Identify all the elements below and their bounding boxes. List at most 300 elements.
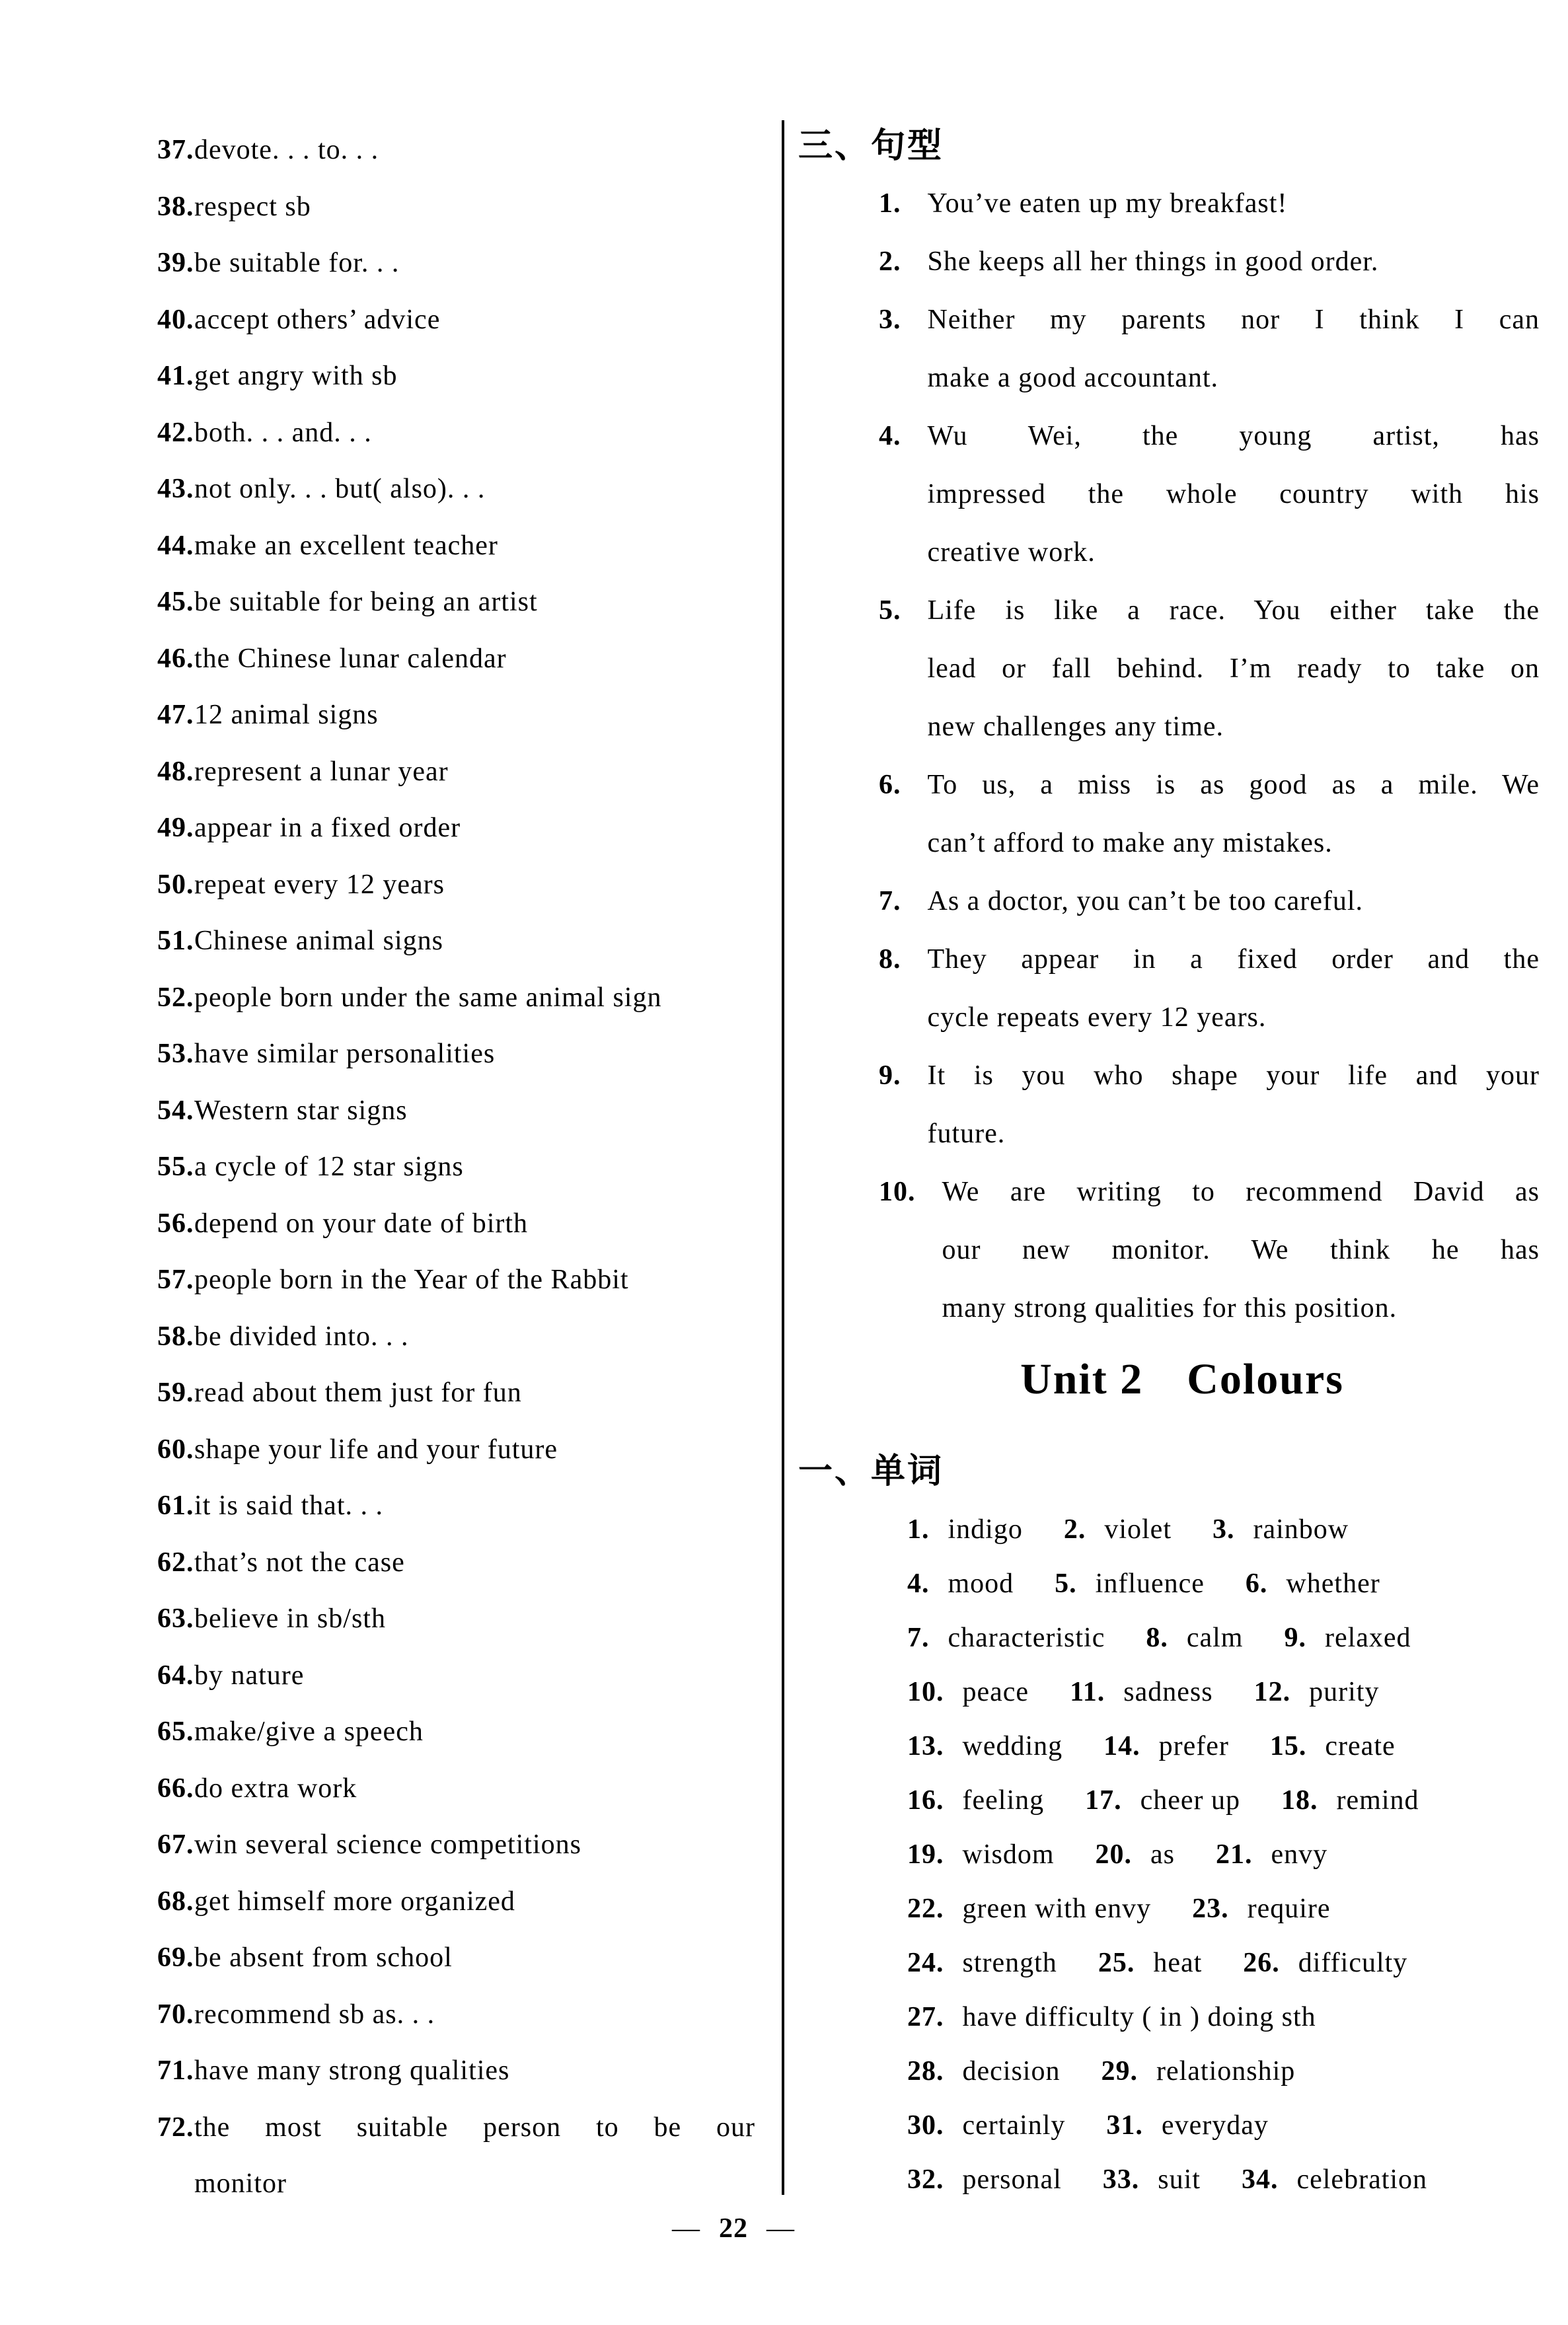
text-line: Life is like a race. You either take the bbox=[927, 595, 1540, 626]
text-line: Chinese animal signs bbox=[194, 926, 443, 956]
word-text: celebration bbox=[1296, 2164, 1428, 2195]
word-number: 26. bbox=[1243, 1948, 1280, 1978]
item-number: 42. bbox=[157, 417, 194, 448]
item-text bbox=[194, 518, 755, 575]
word-entry bbox=[907, 1827, 1055, 1882]
item-number: 44. bbox=[157, 530, 194, 561]
item-number: 47. bbox=[157, 700, 194, 730]
item-number: 66. bbox=[157, 1773, 194, 1804]
word-line bbox=[907, 1773, 1540, 1827]
item-text bbox=[194, 631, 755, 688]
text-line: future. bbox=[927, 1119, 1006, 1149]
item-number: 69. bbox=[157, 1942, 194, 1973]
item-text bbox=[942, 1163, 1540, 1337]
text-line: Western star signs bbox=[194, 1095, 408, 1126]
text-line: make a good accountant. bbox=[927, 363, 1218, 393]
text-line: recommend sb as. . . bbox=[194, 1999, 435, 2030]
word-number: 22. bbox=[907, 1894, 944, 1924]
word-line bbox=[907, 2153, 1540, 2207]
text-line: To us, a miss is as good as a mile. We bbox=[927, 770, 1540, 800]
word-entry bbox=[1103, 1719, 1229, 1773]
item-number: 68. bbox=[157, 1886, 194, 1917]
phrase-item bbox=[157, 574, 755, 631]
phrase-item bbox=[157, 1026, 755, 1083]
word-entry bbox=[907, 1773, 1044, 1827]
item-number: 48. bbox=[157, 756, 194, 787]
text-line: can’t afford to make any mistakes. bbox=[927, 828, 1333, 858]
phrase-item bbox=[157, 1648, 755, 1705]
word-text: wisdom bbox=[962, 1839, 1055, 1870]
word-text: feeling bbox=[962, 1785, 1045, 1816]
item-number: 8. bbox=[879, 944, 901, 975]
sentence-item bbox=[879, 581, 1540, 756]
word-entry bbox=[1106, 2098, 1268, 2153]
word-number: 27. bbox=[907, 2002, 944, 2032]
text-line: shape your life and your future bbox=[194, 1434, 558, 1465]
word-number: 17. bbox=[1085, 1785, 1122, 1816]
word-entry bbox=[1070, 1665, 1213, 1719]
word-text: violet bbox=[1104, 1514, 1172, 1545]
text-line: be divided into. . . bbox=[194, 1321, 409, 1352]
item-text bbox=[194, 1648, 755, 1705]
word-text: as bbox=[1150, 1839, 1176, 1870]
word-number: 32. bbox=[907, 2164, 944, 2195]
item-number: 65. bbox=[157, 1716, 194, 1747]
word-number: 2. bbox=[1063, 1514, 1086, 1545]
word-entry bbox=[1284, 1611, 1411, 1665]
word-text: certainly bbox=[962, 2110, 1066, 2141]
word-text: whether bbox=[1286, 1568, 1380, 1599]
word-text: wedding bbox=[962, 1731, 1063, 1761]
word-entry bbox=[1213, 1502, 1349, 1557]
word-number: 9. bbox=[1284, 1623, 1306, 1653]
item-text bbox=[194, 179, 755, 236]
item-number: 1. bbox=[879, 188, 901, 219]
item-text bbox=[194, 1817, 755, 1874]
word-text: cheer up bbox=[1140, 1785, 1241, 1816]
word-entry bbox=[907, 1502, 1023, 1557]
phrase-item bbox=[157, 292, 755, 349]
item-text bbox=[194, 1930, 755, 1987]
item-text bbox=[928, 581, 1540, 756]
item-number: 59. bbox=[157, 1378, 194, 1408]
word-number: 31. bbox=[1106, 2110, 1143, 2141]
item-text bbox=[194, 744, 755, 801]
column-divider bbox=[782, 120, 784, 2195]
word-entry bbox=[1096, 1827, 1176, 1882]
item-text bbox=[194, 122, 755, 179]
item-text bbox=[928, 291, 1540, 407]
item-text bbox=[194, 1591, 755, 1648]
text-line: be suitable for being an artist bbox=[194, 587, 538, 617]
sentence-item bbox=[879, 756, 1540, 872]
phrase-item bbox=[157, 1309, 755, 1366]
phrase-item bbox=[157, 348, 755, 405]
word-entry bbox=[907, 2153, 1062, 2207]
sentence-item bbox=[879, 1047, 1540, 1163]
text-line: make an excellent teacher bbox=[194, 530, 498, 561]
word-entry bbox=[1246, 1557, 1380, 1611]
word-entry bbox=[1270, 1719, 1396, 1773]
phrase-item bbox=[157, 913, 755, 970]
text-line: read about them just for fun bbox=[194, 1378, 522, 1408]
text-line: a cycle of 12 star signs bbox=[194, 1152, 464, 1182]
footer-dash-left: — bbox=[672, 2213, 700, 2244]
word-number: 20. bbox=[1095, 1839, 1133, 1870]
word-number: 28. bbox=[907, 2056, 944, 2086]
word-entry bbox=[1064, 1502, 1172, 1557]
item-text bbox=[928, 174, 1540, 233]
unit-heading bbox=[798, 1347, 1540, 1413]
text-line: accept others’ advice bbox=[194, 304, 441, 335]
word-entry bbox=[1146, 1611, 1243, 1665]
item-text bbox=[194, 1252, 755, 1309]
text-line: make/give a speech bbox=[194, 1716, 424, 1747]
item-number: 72. bbox=[157, 2112, 194, 2143]
word-number: 25. bbox=[1098, 1948, 1135, 1978]
text-line: have many strong qualities bbox=[194, 2055, 510, 2086]
item-number: 7. bbox=[879, 886, 901, 916]
word-text: difficulty bbox=[1298, 1948, 1408, 1978]
item-number: 62. bbox=[157, 1547, 194, 1578]
phrase-item bbox=[157, 1252, 755, 1309]
word-number: 11. bbox=[1070, 1677, 1105, 1707]
word-line bbox=[907, 1502, 1540, 1557]
footer-dash-right: — bbox=[766, 2213, 795, 2244]
phrase-item bbox=[157, 122, 755, 179]
phrase-item bbox=[157, 1704, 755, 1761]
phrase-item bbox=[157, 744, 755, 801]
text-line: the Chinese lunar calendar bbox=[194, 643, 507, 674]
word-line bbox=[907, 1882, 1540, 1936]
word-number: 1. bbox=[907, 1514, 930, 1545]
text-line: respect sb bbox=[194, 191, 311, 222]
word-text: purity bbox=[1309, 1677, 1380, 1707]
word-entry bbox=[1281, 1773, 1419, 1827]
item-text bbox=[928, 756, 1540, 872]
word-number: 4. bbox=[907, 1568, 930, 1599]
phrase-item bbox=[157, 800, 755, 857]
word-line bbox=[907, 1936, 1540, 1990]
word-text: envy bbox=[1271, 1839, 1328, 1870]
item-text bbox=[194, 1478, 755, 1535]
phrase-item bbox=[157, 1930, 755, 1987]
item-text bbox=[194, 235, 755, 292]
item-text bbox=[194, 2043, 755, 2100]
text-line: people born in the Year of the Rabbit bbox=[194, 1265, 629, 1295]
word-entry bbox=[1254, 1665, 1380, 1719]
word-entry bbox=[1242, 2153, 1427, 2207]
phrase-item bbox=[157, 970, 755, 1027]
phrase-item bbox=[157, 1874, 755, 1931]
text-line: represent a lunar year bbox=[194, 756, 449, 787]
word-entry bbox=[907, 1611, 1105, 1665]
word-line bbox=[907, 2044, 1540, 2098]
word-entry bbox=[1243, 1936, 1407, 1990]
item-text bbox=[194, 292, 755, 349]
item-number: 40. bbox=[157, 304, 194, 335]
sentence-item bbox=[879, 174, 1540, 233]
phrase-item bbox=[157, 518, 755, 575]
item-text bbox=[194, 1874, 755, 1931]
text-line: You’ve eaten up my breakfast! bbox=[927, 188, 1288, 219]
phrase-item bbox=[157, 1365, 755, 1422]
item-text bbox=[194, 1535, 755, 1592]
word-number: 10. bbox=[907, 1677, 944, 1707]
right-column bbox=[798, 118, 1540, 2207]
word-number: 16. bbox=[907, 1785, 944, 1816]
word-entry bbox=[907, 1719, 1063, 1773]
phrase-item bbox=[157, 1083, 755, 1140]
item-text bbox=[194, 1026, 755, 1083]
text-line: 12 animal signs bbox=[194, 700, 379, 730]
word-text: personal bbox=[962, 2164, 1062, 2195]
word-text: relationship bbox=[1156, 2056, 1296, 2086]
item-number: 55. bbox=[157, 1152, 194, 1182]
text-line: As a doctor, you can’t be too careful. bbox=[927, 886, 1363, 916]
text-line: monitor bbox=[194, 2168, 287, 2199]
item-text bbox=[194, 857, 755, 914]
phrase-item bbox=[157, 1422, 755, 1479]
word-text: strength bbox=[962, 1948, 1057, 1978]
item-number: 39. bbox=[157, 248, 194, 278]
text-line: devote. . . to. . . bbox=[194, 135, 379, 165]
word-text: mood bbox=[948, 1568, 1014, 1599]
item-text bbox=[194, 800, 755, 857]
word-line bbox=[907, 1665, 1540, 1719]
phrase-item bbox=[157, 179, 755, 236]
item-text bbox=[928, 407, 1540, 581]
item-number: 9. bbox=[879, 1060, 901, 1091]
phrase-item bbox=[157, 461, 755, 518]
word-text: everyday bbox=[1161, 2110, 1269, 2141]
text-line: lead or fall behind. I’m ready to take on bbox=[927, 653, 1540, 684]
item-number: 41. bbox=[157, 361, 194, 391]
item-number: 10. bbox=[879, 1177, 916, 1207]
word-text: indigo bbox=[948, 1514, 1023, 1545]
word-number: 7. bbox=[907, 1623, 930, 1653]
item-number: 56. bbox=[157, 1208, 194, 1239]
word-number: 6. bbox=[1245, 1568, 1268, 1599]
phrase-item bbox=[157, 235, 755, 292]
text-line: They appear in a fixed order and the bbox=[927, 944, 1540, 975]
item-number: 61. bbox=[157, 1491, 194, 1521]
text-line: not only. . . but( also). . . bbox=[194, 474, 486, 504]
text-line: that’s not the case bbox=[194, 1547, 405, 1578]
item-text bbox=[194, 1083, 755, 1140]
item-text bbox=[194, 461, 755, 518]
word-entry bbox=[907, 2098, 1065, 2153]
word-number: 15. bbox=[1269, 1731, 1307, 1761]
unit-title: Colours bbox=[1187, 1355, 1344, 1403]
word-line bbox=[907, 2098, 1540, 2153]
word-number: 34. bbox=[1241, 2164, 1279, 2195]
item-text bbox=[194, 1422, 755, 1479]
item-text bbox=[194, 1987, 755, 2044]
text-line: both. . . and. . . bbox=[194, 417, 372, 448]
item-text bbox=[194, 687, 755, 744]
word-text: require bbox=[1247, 1894, 1331, 1924]
page-footer bbox=[672, 2205, 795, 2252]
word-number: 33. bbox=[1102, 2164, 1140, 2195]
sentence-item bbox=[879, 1163, 1540, 1337]
text-line: We are writing to recommend David as bbox=[942, 1177, 1540, 1207]
unit-label: Unit 2 bbox=[1020, 1355, 1144, 1403]
sentence-item bbox=[879, 872, 1540, 930]
item-number: 57. bbox=[157, 1265, 194, 1295]
word-line bbox=[907, 1611, 1540, 1665]
text-line: Neither my parents nor I think I can bbox=[927, 305, 1540, 335]
sentence-item bbox=[879, 407, 1540, 581]
text-line: it is said that. . . bbox=[194, 1491, 383, 1521]
phrase-item bbox=[157, 2043, 755, 2100]
phrase-item bbox=[157, 1196, 755, 1253]
word-text: characteristic bbox=[948, 1623, 1105, 1653]
word-entry bbox=[1192, 1882, 1330, 1936]
page-number: 22 bbox=[719, 2213, 748, 2244]
text-line: She keeps all her things in good order. bbox=[927, 246, 1379, 277]
item-text bbox=[194, 1365, 755, 1422]
item-text bbox=[194, 1761, 755, 1818]
phrase-item bbox=[157, 405, 755, 462]
word-number: 18. bbox=[1281, 1785, 1318, 1816]
item-number: 5. bbox=[879, 595, 901, 626]
text-line: cycle repeats every 12 years. bbox=[927, 1002, 1267, 1033]
item-number: 49. bbox=[157, 813, 194, 843]
text-line: It is you who shape your life and your bbox=[927, 1060, 1540, 1091]
item-number: 53. bbox=[157, 1039, 194, 1069]
word-text: peace bbox=[962, 1677, 1029, 1707]
word-number: 30. bbox=[907, 2110, 944, 2141]
text-line: depend on your date of birth bbox=[194, 1208, 529, 1239]
item-number: 63. bbox=[157, 1604, 194, 1634]
word-entry bbox=[907, 1990, 1316, 2044]
text-line: appear in a fixed order bbox=[194, 813, 461, 843]
phrase-item bbox=[157, 1817, 755, 1874]
item-number: 3. bbox=[879, 305, 901, 335]
sentence-item bbox=[879, 291, 1540, 407]
text-line: by nature bbox=[194, 1660, 305, 1691]
item-number: 51. bbox=[157, 926, 194, 956]
phrase-item bbox=[157, 1139, 755, 1196]
word-number: 19. bbox=[907, 1839, 944, 1870]
word-text: influence bbox=[1095, 1568, 1205, 1599]
word-line bbox=[907, 1827, 1540, 1882]
text-line: do extra work bbox=[194, 1773, 357, 1804]
item-number: 37. bbox=[157, 135, 194, 165]
text-line: many strong qualities for this position. bbox=[942, 1293, 1398, 1323]
item-number: 52. bbox=[157, 982, 194, 1013]
phrase-item bbox=[157, 857, 755, 914]
item-text bbox=[928, 233, 1540, 291]
word-entry bbox=[1103, 2153, 1201, 2207]
text-line: repeat every 12 years bbox=[194, 869, 445, 900]
word-number: 3. bbox=[1213, 1514, 1235, 1545]
text-line: creative work. bbox=[927, 537, 1096, 568]
phrase-item bbox=[157, 1987, 755, 2044]
word-text: heat bbox=[1153, 1948, 1203, 1978]
text-line: believe in sb/sth bbox=[194, 1604, 386, 1634]
word-text: suit bbox=[1158, 2164, 1201, 2195]
word-line bbox=[907, 1990, 1540, 2044]
word-entry bbox=[907, 1665, 1029, 1719]
item-text bbox=[928, 1047, 1540, 1163]
item-number: 70. bbox=[157, 1999, 194, 2030]
word-entry bbox=[907, 1882, 1151, 1936]
word-text: green with envy bbox=[962, 1894, 1152, 1924]
word-text: rainbow bbox=[1253, 1514, 1349, 1545]
text-line: be absent from school bbox=[194, 1942, 453, 1973]
item-text bbox=[194, 1309, 755, 1366]
word-number: 21. bbox=[1216, 1839, 1253, 1870]
word-number: 29. bbox=[1101, 2056, 1138, 2086]
section-heading-words: 一、单词 bbox=[798, 1452, 944, 1491]
word-number: 12. bbox=[1253, 1677, 1291, 1707]
word-entry bbox=[907, 1936, 1057, 1990]
item-number: 64. bbox=[157, 1660, 194, 1691]
word-entry bbox=[1098, 1936, 1202, 1990]
item-text bbox=[194, 1139, 755, 1196]
item-number: 2. bbox=[879, 246, 901, 277]
text-line: get himself more organized bbox=[194, 1886, 515, 1917]
text-line: impressed the whole country with his bbox=[927, 479, 1540, 509]
item-number: 4. bbox=[879, 421, 901, 451]
item-text bbox=[194, 1196, 755, 1253]
sentence-item bbox=[879, 930, 1540, 1047]
text-line: people born under the same animal sign bbox=[194, 982, 662, 1013]
item-number: 67. bbox=[157, 1829, 194, 1860]
phrase-item bbox=[157, 1478, 755, 1535]
text-line: win several science competitions bbox=[194, 1829, 581, 1860]
sentence-item bbox=[879, 233, 1540, 291]
item-text bbox=[928, 930, 1540, 1047]
item-text bbox=[928, 872, 1540, 930]
item-text bbox=[194, 970, 755, 1027]
word-number: 14. bbox=[1103, 1731, 1140, 1761]
word-number: 23. bbox=[1192, 1894, 1229, 1924]
word-text: have difficulty ( in ) doing sth bbox=[962, 2002, 1316, 2032]
phrase-item bbox=[157, 631, 755, 688]
text-line: the most suitable person to be our bbox=[194, 2112, 755, 2143]
item-text bbox=[194, 405, 755, 462]
phrase-item bbox=[157, 1535, 755, 1592]
word-number: 13. bbox=[907, 1731, 944, 1761]
word-number: 24. bbox=[907, 1948, 944, 1978]
item-number: 71. bbox=[157, 2055, 194, 2086]
word-entry bbox=[907, 1557, 1014, 1611]
item-number: 60. bbox=[157, 1434, 194, 1465]
text-line: have similar personalities bbox=[194, 1039, 496, 1069]
item-number: 54. bbox=[157, 1095, 194, 1126]
item-number: 38. bbox=[157, 191, 194, 222]
item-number: 58. bbox=[157, 1321, 194, 1352]
word-text: relaxed bbox=[1324, 1623, 1411, 1653]
sentence-items bbox=[879, 174, 1540, 1337]
item-text bbox=[194, 574, 755, 631]
word-lines bbox=[907, 1502, 1540, 2207]
phrase-item bbox=[157, 1591, 755, 1648]
word-line bbox=[907, 1719, 1540, 1773]
word-text: sadness bbox=[1123, 1677, 1213, 1707]
phrase-item bbox=[157, 2100, 755, 2213]
word-entry bbox=[1216, 1827, 1327, 1882]
text-line: our new monitor. We think he has bbox=[942, 1235, 1540, 1265]
phrase-item bbox=[157, 1761, 755, 1818]
text-line: Wu Wei, the young artist, has bbox=[927, 421, 1540, 451]
word-text: decision bbox=[962, 2056, 1061, 2086]
text-line: get angry with sb bbox=[194, 361, 398, 391]
word-entry bbox=[1055, 1557, 1205, 1611]
